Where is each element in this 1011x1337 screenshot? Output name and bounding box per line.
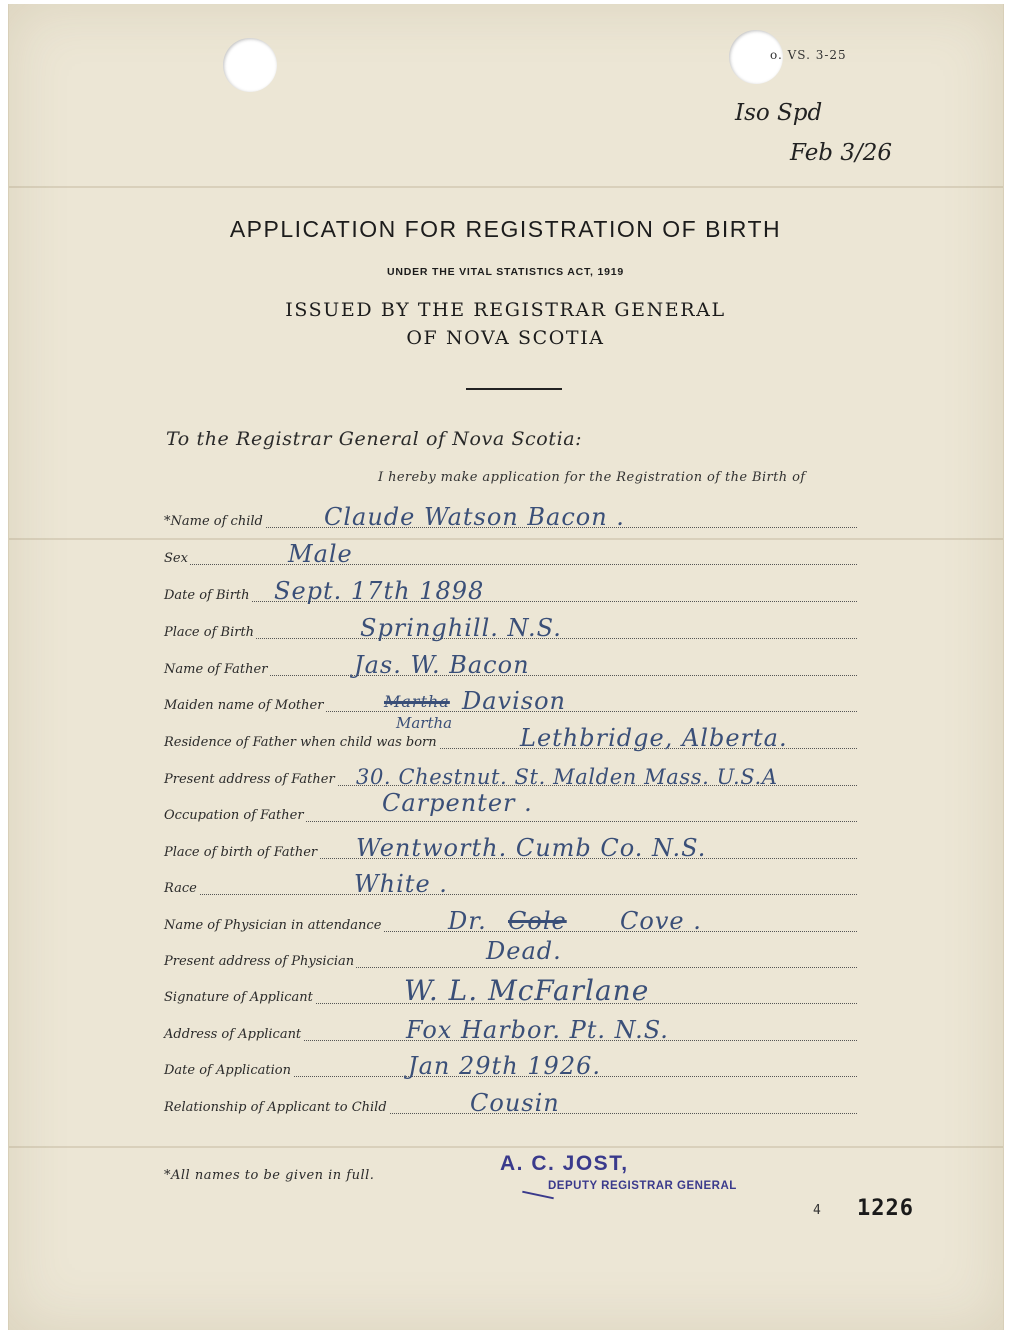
field-value: Dead.	[486, 937, 562, 965]
fold-line-middle	[9, 538, 1003, 540]
field-label: *Name of child	[164, 514, 263, 529]
dotted-line	[164, 601, 857, 602]
act-subtitle: UNDER THE VITAL STATISTICS ACT, 1919	[386, 266, 625, 278]
handwritten-note-line2: Feb 3/26	[790, 140, 892, 166]
footnote: *All names to be given in full.	[164, 1168, 375, 1183]
field-value: Cousin	[470, 1089, 560, 1117]
field-label: Maiden name of Mother	[164, 698, 324, 713]
issuer-line-2: OF NOVA SCOTIA	[406, 327, 605, 349]
field-label: Place of Birth	[164, 625, 255, 640]
serial-mark: 4	[813, 1203, 821, 1218]
fold-line-bottom	[9, 1146, 1003, 1148]
field-value: 30. Chestnut. St. Malden Mass. U.S.A	[356, 765, 778, 789]
field-row-father-occupation	[164, 789, 857, 825]
field-label: Signature of Applicant	[164, 990, 313, 1005]
field-value: Lethbridge, Alberta.	[520, 724, 788, 752]
serial-number: 1226	[857, 1196, 914, 1221]
field-row-father-residence	[164, 726, 857, 752]
field-label: Race	[164, 881, 197, 896]
field-label: Residence of Father when child was born	[164, 735, 437, 750]
field-row-physician-address	[164, 937, 857, 971]
field-value: White .	[354, 870, 448, 898]
field-label: Sex	[164, 551, 188, 566]
field-row-sex	[164, 542, 857, 568]
stamp-title: DEPUTY REGISTRAR GENERAL	[548, 1180, 737, 1192]
field-value: Wentworth. Cumb Co. N.S.	[356, 834, 707, 862]
intro-statement: I hereby make application for the Registration of the Birth of	[378, 470, 806, 485]
field-row-child-name	[164, 505, 857, 531]
field-label: Present address of Father	[164, 772, 335, 787]
field-value-prefix: Dr.	[448, 907, 487, 935]
field-label: Place of birth of Father	[164, 845, 318, 860]
field-value: Male	[288, 540, 353, 568]
field-row-date-of-birth	[164, 579, 857, 605]
field-value: Jan 29th 1926.	[408, 1052, 601, 1080]
field-row-application-date	[164, 1054, 857, 1080]
dotted-line	[164, 564, 857, 565]
field-row-race	[164, 872, 857, 898]
field-row-place-of-birth	[164, 616, 857, 642]
field-value: Carpenter .	[382, 789, 533, 817]
field-label: Date of Birth	[164, 588, 250, 603]
field-row-applicant-address	[164, 1018, 857, 1044]
form-title: APPLICATION FOR REGISTRATION OF BIRTH	[229, 216, 782, 242]
struck-value: Martha	[384, 692, 450, 711]
field-value: Sept. 17th 1898	[274, 577, 485, 605]
stamp-name: A. C. JOST,	[500, 1152, 629, 1175]
field-value: Davison	[462, 687, 567, 715]
punch-hole-left	[223, 38, 277, 92]
field-row-father-name	[164, 653, 857, 679]
field-value: W. L. McFarlane	[404, 974, 650, 1007]
field-label: Present address of Physician	[164, 954, 355, 969]
field-value: Springhill. N.S.	[360, 614, 562, 642]
title-divider	[466, 388, 562, 390]
field-value: Claude Watson Bacon .	[324, 503, 625, 531]
field-row-father-address	[164, 763, 857, 789]
field-label: Occupation of Father	[164, 808, 304, 823]
field-value: Fox Harbor. Pt. N.S.	[406, 1016, 669, 1044]
field-label: Address of Applicant	[164, 1027, 302, 1042]
field-value: Cove .	[620, 907, 702, 935]
field-label: Name of Physician in attendance	[164, 918, 382, 933]
dotted-line	[164, 894, 857, 895]
struck-value: Cole	[508, 907, 567, 935]
issuer-line-1: ISSUED BY THE REGISTRAR GENERAL	[285, 299, 726, 321]
field-label: Date of Application	[164, 1063, 291, 1078]
field-value: Jas. W. Bacon	[354, 651, 530, 679]
field-row-father-birthplace	[164, 836, 857, 862]
field-row-physician-name	[164, 909, 857, 935]
field-row-applicant-signature	[164, 974, 857, 1007]
form-number: o. VS. 3-25	[770, 48, 847, 62]
interlined-correction: Martha	[396, 714, 453, 732]
field-label: Relationship of Applicant to Child	[164, 1100, 387, 1115]
handwritten-note-line1: Iso Spd	[735, 100, 823, 126]
field-row-relationship	[164, 1091, 857, 1117]
fold-line-top	[9, 186, 1003, 188]
field-row-mother-maiden-name	[164, 689, 857, 715]
addressee-line: To the Registrar General of Nova Scotia:	[166, 428, 583, 450]
field-label: Name of Father	[164, 662, 268, 677]
